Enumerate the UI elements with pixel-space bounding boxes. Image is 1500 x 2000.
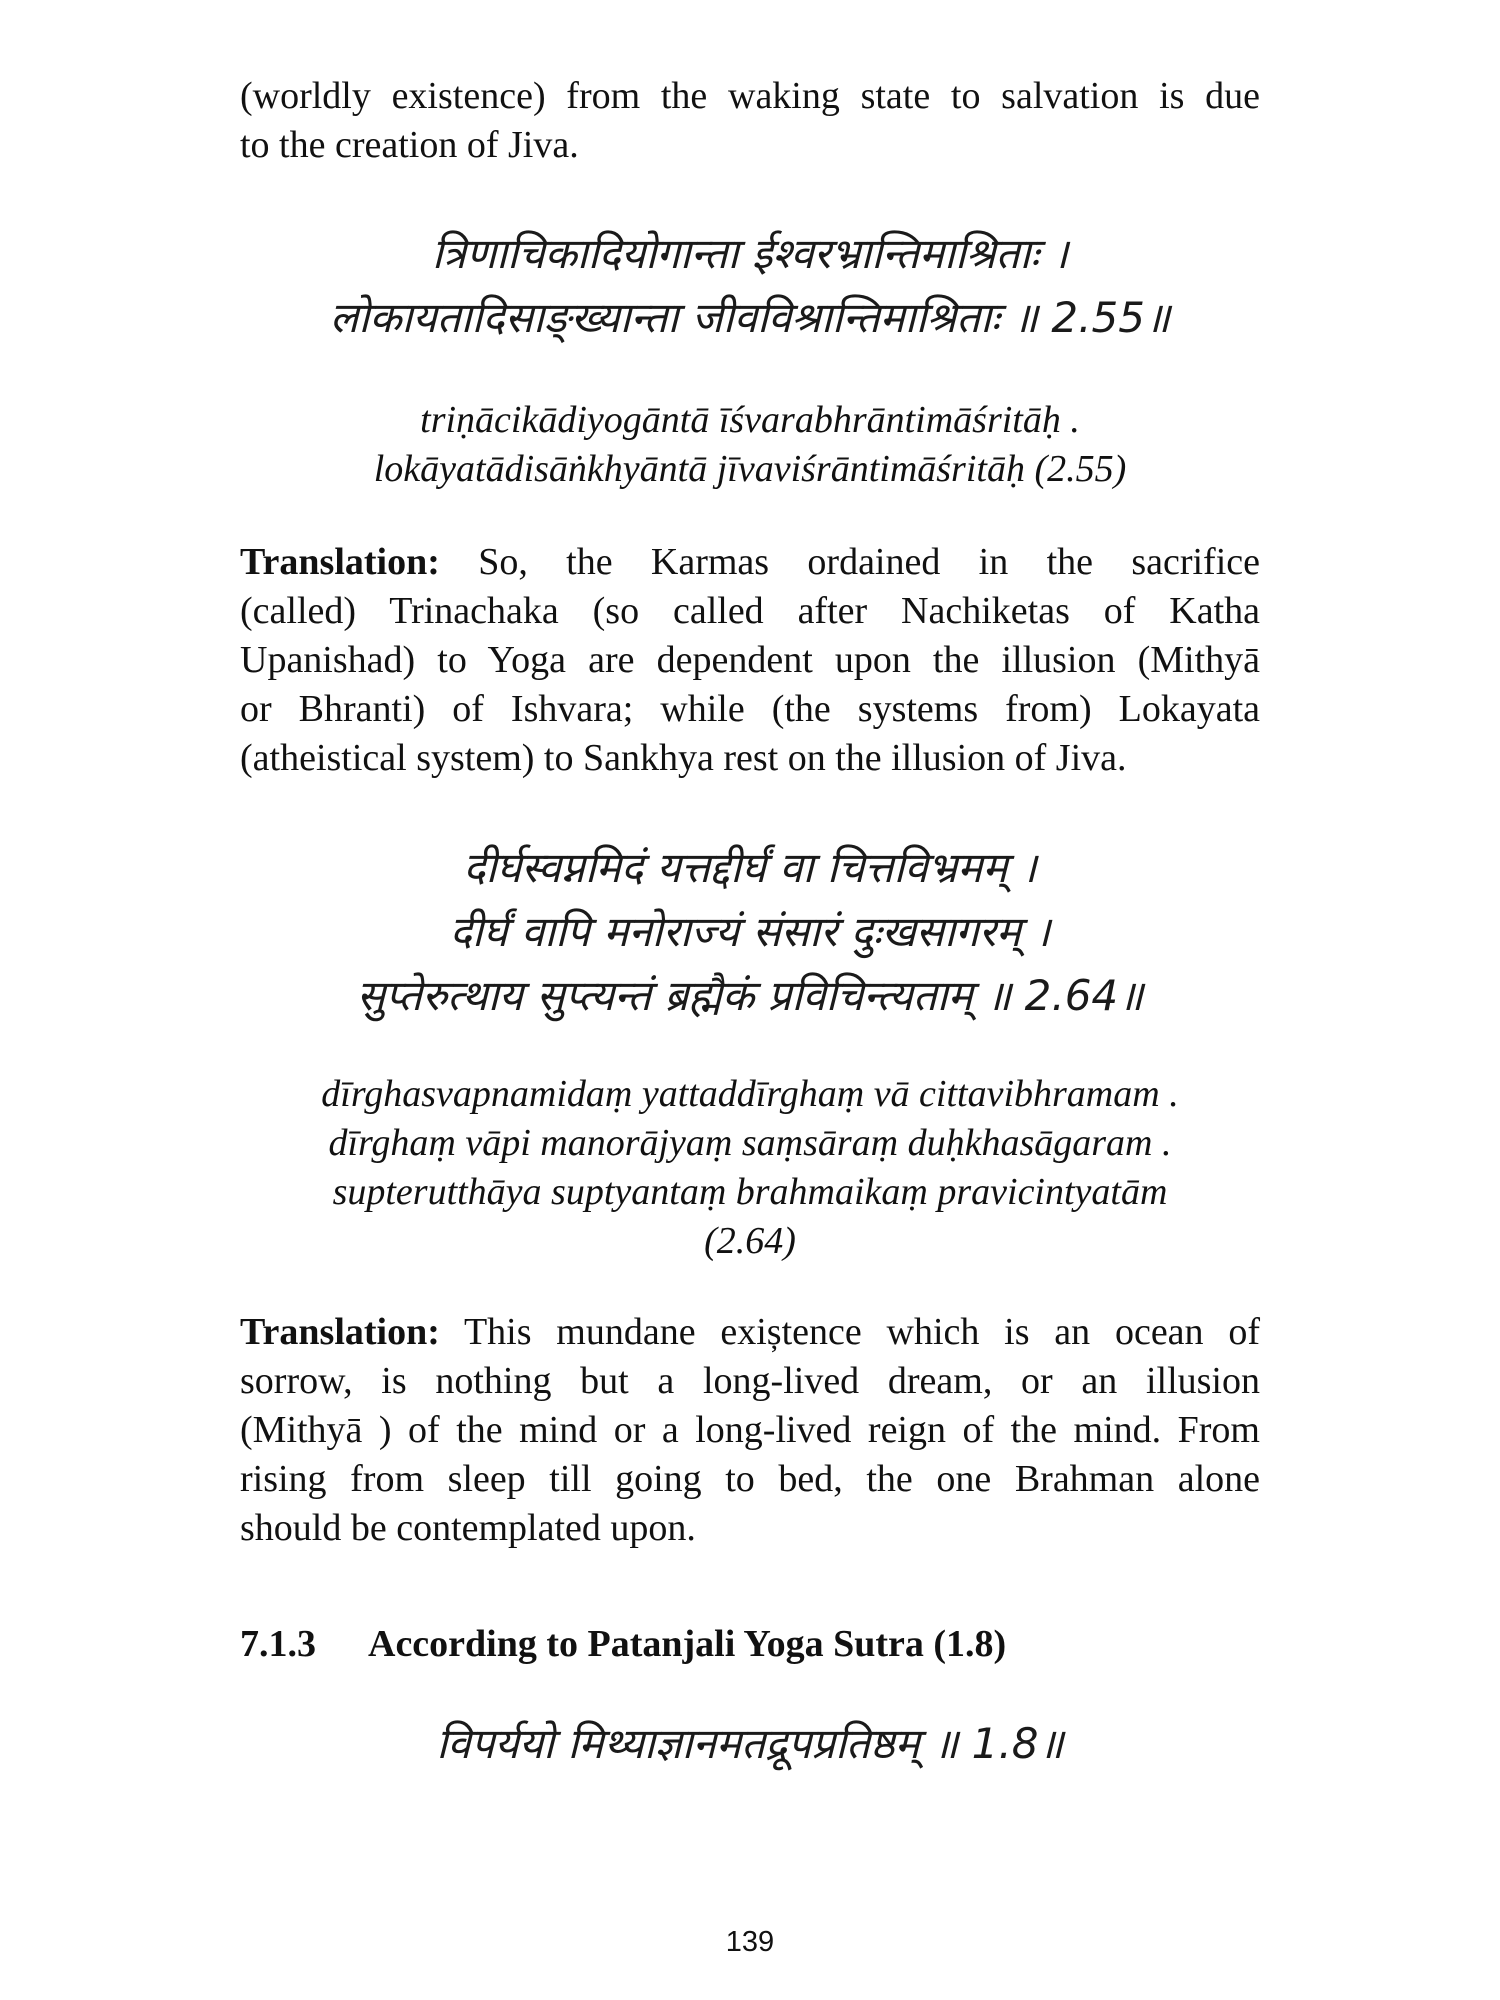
page-number: 139 (725, 1926, 775, 1958)
translation-paragraph-2 (240, 1308, 1260, 1553)
transliteration-line: triṇācikādiyogāntā īśvarabhrāntimāśritāḥ . (420, 399, 1080, 441)
verse-2-55-devanagari (240, 222, 1260, 350)
translation-line: (Mithyā ) of the mind or a long-lived reign of the mind. From (240, 1409, 1260, 1451)
translation-line: or Bhranti) of Ishvara; while (the systems from) Lokayata (240, 688, 1260, 730)
section-heading (240, 1620, 1260, 1669)
translation-text: So, the Karmas ordained in the sacrifice (439, 541, 1260, 583)
translation-line: (called) Trinachaka (so called after Nachiketas of Katha (240, 590, 1260, 632)
verse-line: सुप्तेरुत्थाय सुप्त्यन्तं ब्रह्मैकं प्रविचिन्त्यताम् ॥ 2.64॥ (356, 971, 1144, 1020)
verse-line: त्रिणाचिकादियोगान्ता ईश्वरभ्रान्तिमाश्रिताः । (431, 229, 1069, 278)
verse-2-55-transliteration (240, 396, 1260, 494)
verse-2-64-transliteration (240, 1070, 1260, 1266)
verse-line: लोकायतादिसाङ्ख्यान्ता जीवविश्रान्तिमाश्रिताः ॥ 2.55॥ (329, 293, 1171, 342)
verse-1-8-devanagari (240, 1712, 1260, 1776)
intro-line-1: (worldly existence) from the waking state to salvation is due (240, 75, 1260, 117)
transliteration-line: supterutthāya suptyantaṃ brahmaikaṃ pravicintyatām (332, 1171, 1168, 1213)
verse-line: दीर्घं वापि मनोराज्यं संसारं दुःखसागरम् । (449, 907, 1051, 956)
section-number: 7.1.3 (240, 1623, 316, 1665)
verse-2-64-devanagari (240, 836, 1260, 1028)
transliteration-line: dīrghaṃ vāpi manorājyaṃ saṃsāraṃ duḥkhasāgaram . (328, 1122, 1172, 1164)
verse-line: विपर्ययो मिथ्याज्ञानमतद्रूपप्रतिष्ठम् ॥ 1.8॥ (436, 1719, 1064, 1768)
verse-line: दीर्घस्वप्नमिदं यत्तद्दीर्घं वा चित्तविभ्रमम् । (463, 843, 1037, 892)
intro-line-2: to the creation of Jiva. (240, 124, 579, 166)
section-title: According to Patanjali Yoga Sutra (1.8) (368, 1623, 1007, 1665)
transliteration-line: dīrghasvapnamidaṃ yattaddīrghaṃ vā cittavibhramam . (321, 1073, 1179, 1115)
translation-line: rising from sleep till going to bed, the one Brahman alone (240, 1458, 1260, 1500)
translation-line (240, 538, 1260, 587)
translation-line: sorrow, is nothing but a long-lived dream, or an illusion (240, 1360, 1260, 1402)
transliteration-line: lokāyatādisāṅkhyāntā jīvaviśrāntimāśritāḥ (2.55) (373, 448, 1127, 490)
intro-paragraph (240, 72, 1260, 170)
translation-line (240, 1308, 1260, 1357)
translation-paragraph-1 (240, 538, 1260, 783)
translation-line: Upanishad) to Yoga are dependent upon the illusion (Mithyā (240, 639, 1260, 681)
translation-line: should be contemplated upon. (240, 1507, 696, 1549)
transliteration-line: (2.64) (704, 1220, 796, 1262)
translation-label: Translation: (240, 541, 440, 583)
translation-text: This mundane exiștence which is an ocean of (439, 1311, 1260, 1353)
translation-line: (atheistical system) to Sankhya rest on the illusion of Jiva. (240, 737, 1127, 779)
translation-label: Translation: (240, 1311, 440, 1353)
